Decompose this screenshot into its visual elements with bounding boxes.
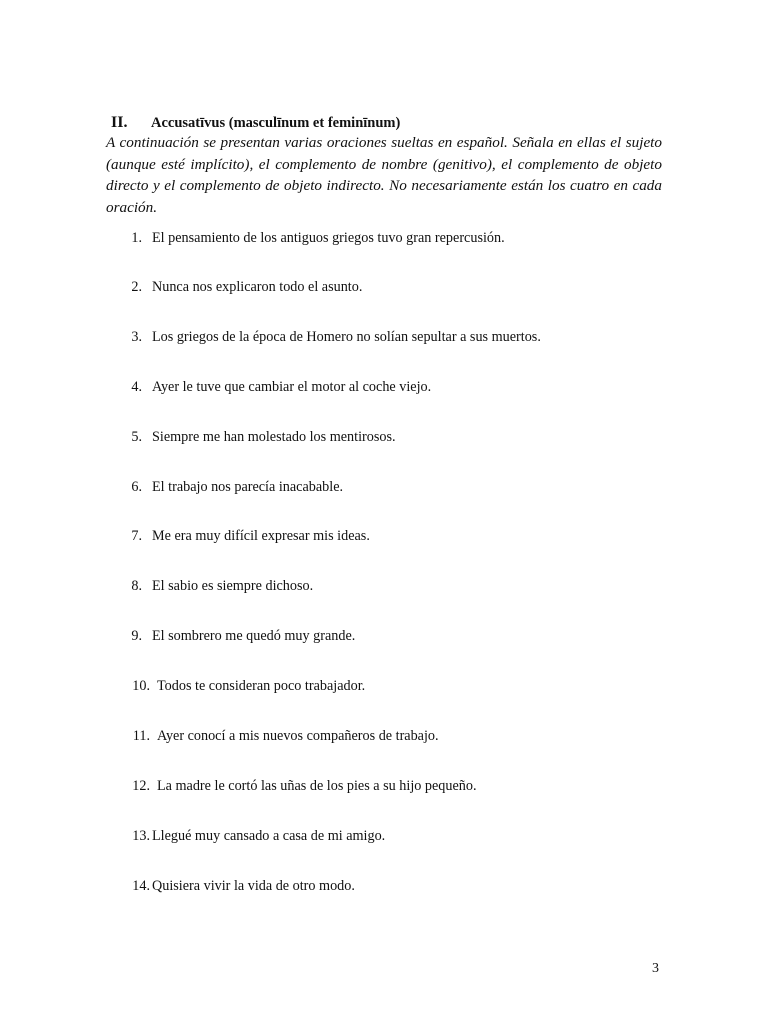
- item-number: 13.: [132, 828, 150, 844]
- item-text: El pensamiento de los antiguos griegos tuvo gran repercusión.: [152, 230, 505, 246]
- item-text: Ayer conocí a mis nuevos compañeros de trabajo.: [157, 728, 439, 744]
- item-number: 2.: [131, 279, 142, 295]
- item-number: 9.: [131, 628, 142, 644]
- instructions-paragraph: A continuación se presentan varias oraciones sueltas en español. Señala en ellas el sujeto (aunque esté implícito), el complemento de nombre (genitivo), el complemento de objeto directo y el complemento de objeto indirecto. No necesariamente están los cuatro en cada oración.: [106, 134, 662, 216]
- item-number: 5.: [131, 429, 142, 445]
- item-text: Todos te consideran poco trabajador.: [157, 678, 366, 694]
- item-text: Quisiera vivir la vida de otro modo.: [152, 878, 355, 894]
- page-number: 3: [652, 961, 659, 976]
- item-number: 8.: [131, 578, 142, 594]
- item-number: 14.: [132, 878, 150, 894]
- item-number: 3.: [131, 329, 142, 345]
- item-text: Llegué muy cansado a casa de mi amigo.: [152, 828, 386, 844]
- item-number: 10.: [132, 678, 150, 694]
- section-title: Accusatīvus (masculīnum et feminīnum): [151, 115, 401, 131]
- item-number: 6.: [131, 479, 142, 495]
- item-text: Siempre me han molestado los mentirosos.: [152, 429, 396, 445]
- item-text: La madre le cortó las uñas de los pies a su hijo pequeño.: [157, 778, 477, 794]
- item-text: El sombrero me quedó muy grande.: [152, 628, 356, 644]
- item-text: Nunca nos explicaron todo el asunto.: [152, 279, 363, 295]
- section-numeral: II.: [111, 114, 128, 131]
- section-heading: [111, 113, 400, 133]
- item-text: Me era muy difícil expresar mis ideas.: [152, 528, 370, 544]
- item-number: 7.: [131, 528, 142, 544]
- item-text: Los griegos de la época de Homero no solían sepultar a sus muertos.: [152, 329, 541, 345]
- item-text: Ayer le tuve que cambiar el motor al coche viejo.: [152, 379, 432, 395]
- item-number: 11.: [132, 728, 150, 744]
- item-number: 4.: [131, 379, 142, 395]
- item-text: El sabio es siempre dichoso.: [152, 578, 314, 594]
- item-number: 12.: [132, 778, 150, 794]
- item-text: El trabajo nos parecía inacabable.: [152, 479, 344, 495]
- item-number: 1.: [131, 230, 142, 246]
